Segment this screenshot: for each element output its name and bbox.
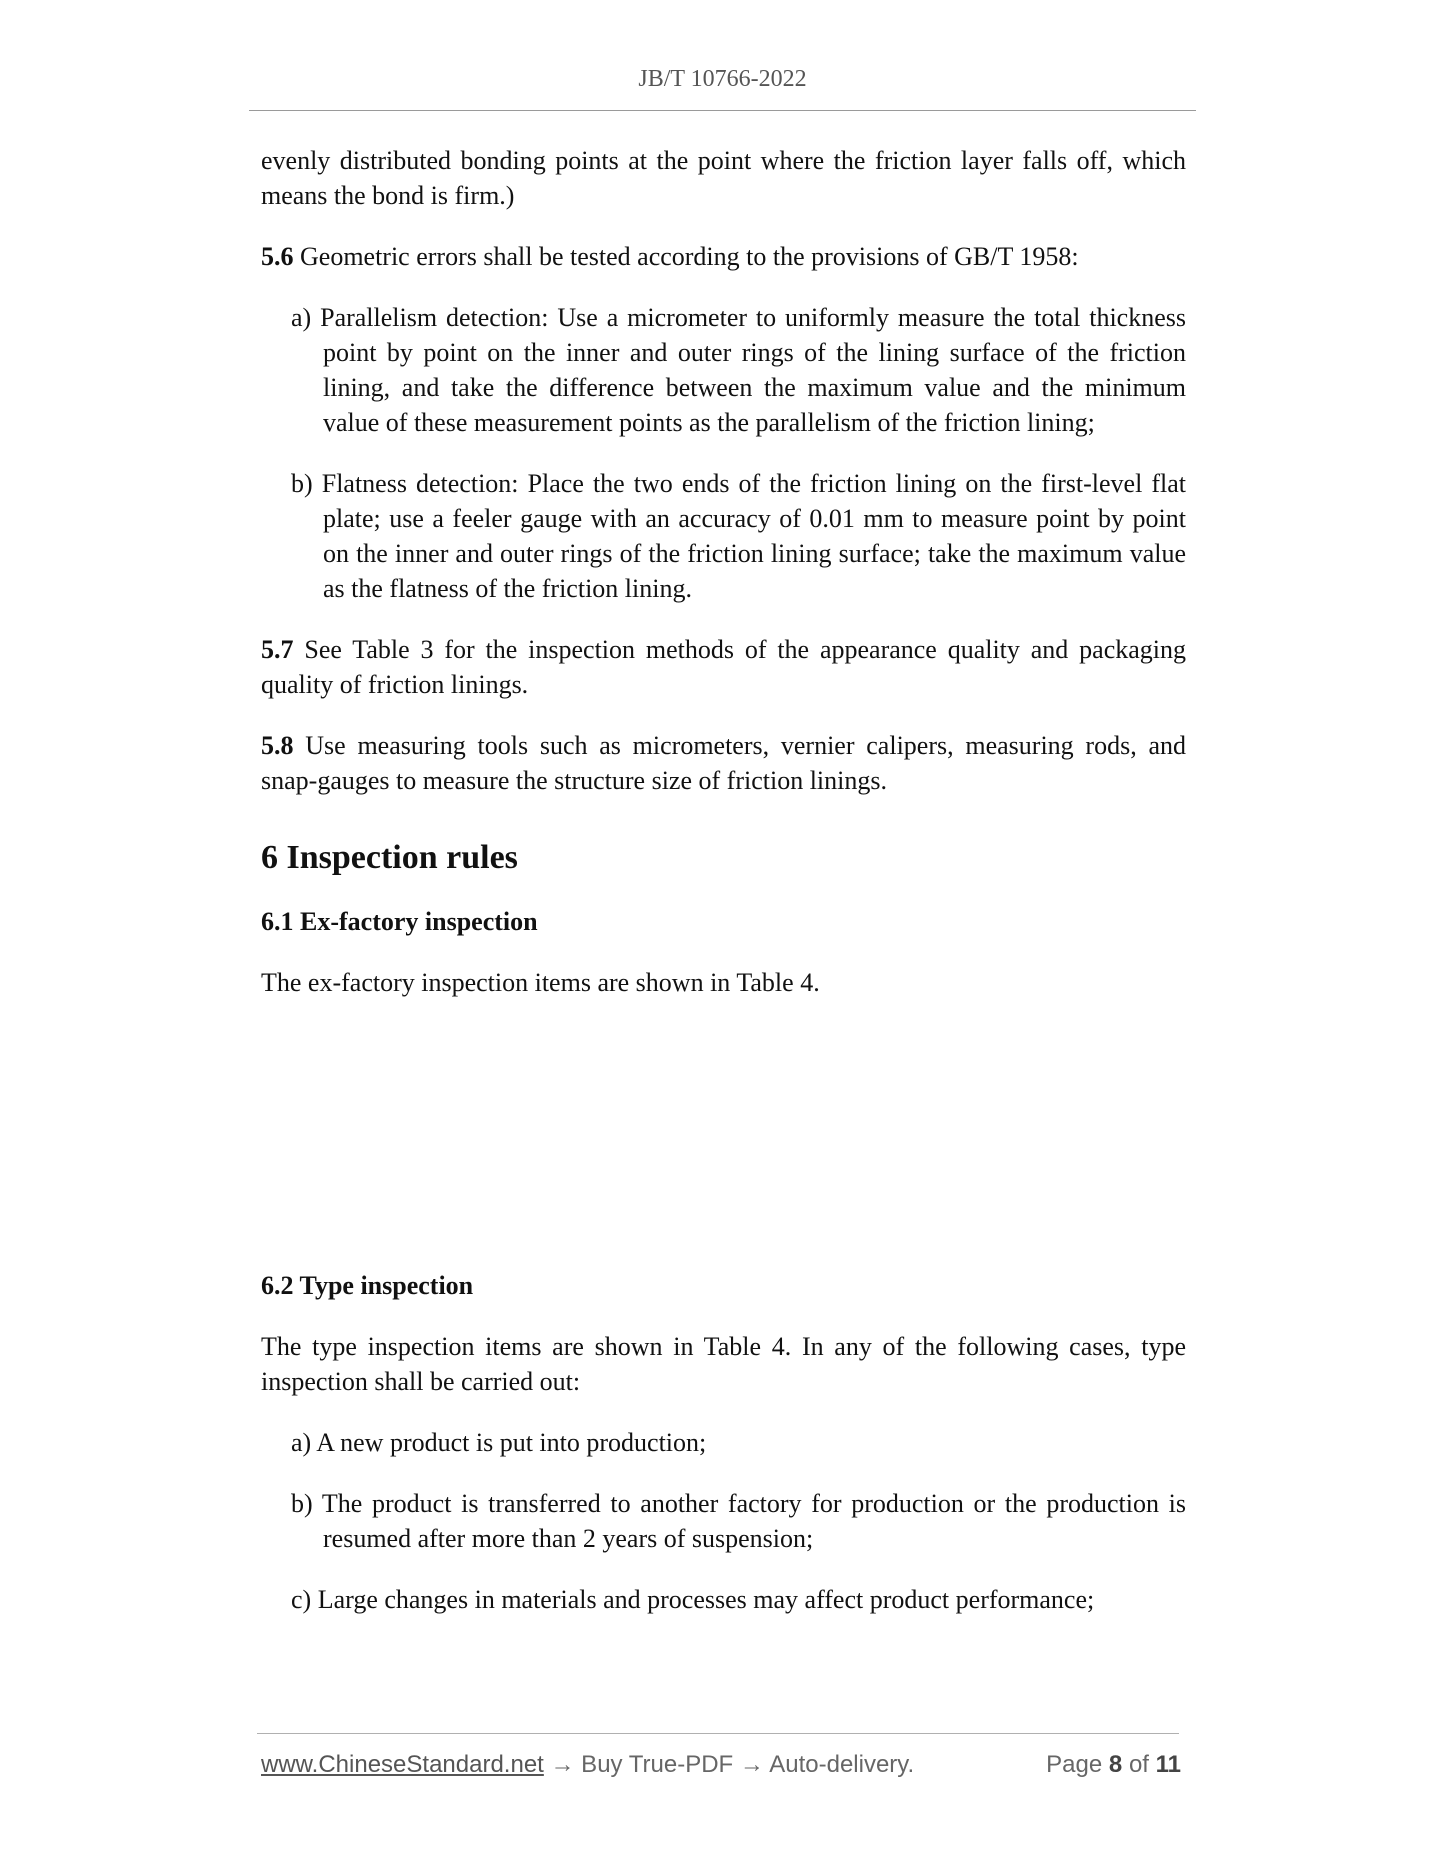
footer-tagline: → Buy True-PDF → Auto-delivery.: [543, 1751, 915, 1778]
of-word: of: [1128, 1751, 1149, 1778]
subsection-6-2-title: 6.2 Type inspection: [261, 1271, 474, 1300]
document-code-header: JB/T 10766-2022: [638, 66, 807, 92]
blank-space: [261, 1026, 1186, 1268]
subsection-6-1-text: The ex-factory inspection items are shown in Table 4.: [261, 968, 820, 997]
website-link[interactable]: www.ChineseStandard.net: [261, 1751, 544, 1778]
footer: [261, 1751, 1181, 1779]
list-label: c): [291, 1585, 312, 1614]
list-text: Large changes in materials and processes may affect product performance;: [317, 1585, 1095, 1614]
list-item: [291, 1486, 1186, 1556]
list-item: [291, 1582, 1186, 1617]
continuation-paragraph: evenly distributed bonding points at the point where the friction layer falls off, which means the bond is firm.): [261, 146, 1186, 210]
list-text: Parallelism detection: Use a micrometer to uniformly measure the total thickness point by point on the inner and outer rings of the lining surface of the friction lining, and take the difference between the maximum value and the minimum value of these measurement points as the parallelism of the friction lining;: [320, 303, 1186, 437]
page-indicator: [1046, 1751, 1181, 1779]
page-number: 8: [1108, 1751, 1123, 1778]
list-label: a): [291, 303, 312, 332]
clause-5-6: [261, 239, 1186, 274]
list-label: a): [291, 1428, 312, 1457]
clause-number: 5.6: [261, 242, 294, 271]
footer-divider: [257, 1733, 1179, 1734]
list-item: [291, 466, 1186, 606]
subsection-6-2-text: The type inspection items are shown in Table 4. In any of the following cases, type inspection shall be carried out:: [261, 1332, 1186, 1396]
list-item: [291, 1425, 1186, 1460]
list-label: b): [291, 469, 313, 498]
page-word: Page: [1046, 1751, 1103, 1778]
clause-text: See Table 3 for the inspection methods of the appearance quality and packaging quality of friction linings.: [261, 635, 1186, 699]
clause-text: Use measuring tools such as micrometers, vernier calipers, measuring rods, and snap-gauges to measure the structure size of friction linings.: [261, 731, 1187, 795]
page-content: [261, 143, 1186, 1643]
list-text: The product is transferred to another factory for production or the production is resumed after more than 2 years of suspension;: [321, 1489, 1186, 1553]
clause-number: 5.8: [261, 731, 294, 760]
list-item: [291, 300, 1186, 440]
list-text: A new product is put into production;: [316, 1428, 707, 1457]
section-6-title: 6 Inspection rules: [261, 839, 518, 876]
list-label: b): [291, 1489, 313, 1518]
clause-5-7: [261, 632, 1186, 702]
page-total: 11: [1155, 1751, 1181, 1778]
subsection-6-1-title: 6.1 Ex-factory inspection: [261, 907, 538, 936]
clause-5-8: [261, 728, 1186, 798]
header-divider: [249, 110, 1196, 111]
list-text: Flatness detection: Place the two ends of the friction lining on the first-level flat plate; use a feeler gauge with an accuracy of 0.01 mm to measure point by point on the inner and outer rings of the friction lining surface; take the maximum value as the flatness of the friction lining.: [321, 469, 1187, 603]
clause-text: Geometric errors shall be tested according to the provisions of GB/T 1958:: [300, 242, 1079, 271]
clause-number: 5.7: [261, 635, 294, 664]
